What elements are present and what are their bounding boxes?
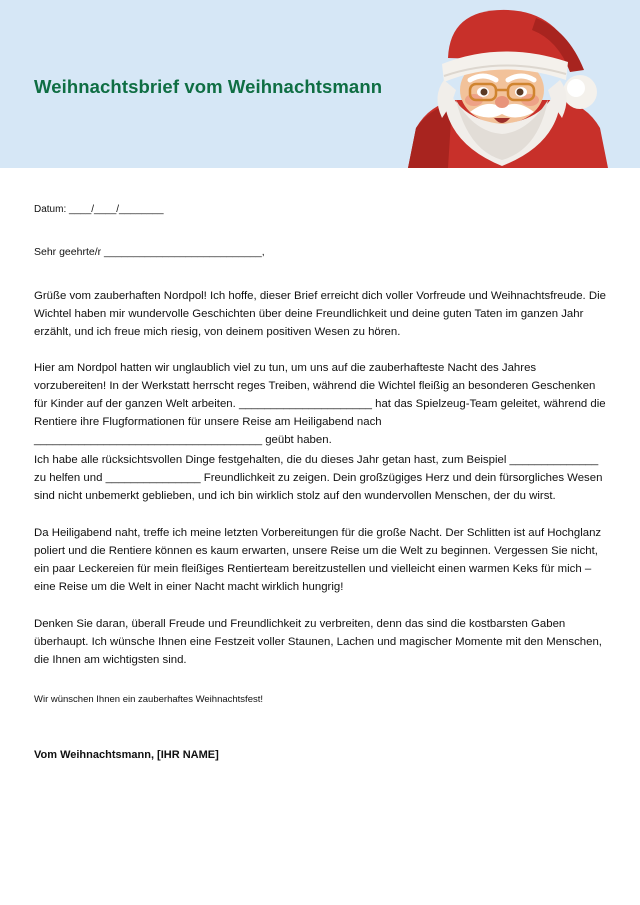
letter-paragraph: Da Heiligabend naht, treffe ich meine letzten Vorbereitungen für die große Nacht. Der Schlitten ist auf Hochglanz poliert und die Rentiere können es kaum erwarten, unsere Reise um die Welt zu beginnen. Vergessen Sie nicht, ein paar Leckereien für mein fleißiges Rentierteam bereitzustellen und vielleicht einen warmen Keks für mich – eine Reise um die Welt in einer Nacht macht wirklich hungrig! [34,527,602,593]
letter-paragraph: Hier am Nordpol hatten wir unglaublich viel zu tun, um uns auf die zauberhafteste Nacht des Jahres vorzubereiten! In der Werkstatt herrscht reges Treiben, während die Wichtel fleißig an besonderen Geschenken für Kinder auf der ganzen Welt arbeiten. _____________________ hat das Spielzeug-Team geleitet, während die Rentiere ihre Flugformationen für unsere Reise am Heiligabend nach ____________________________________ geübt haben. [34,362,606,446]
closing-line: Wir wünschen Ihnen ein zauberhaftes Weihnachtsfest! [34,694,264,705]
page-title: Weihnachtsbrief vom Weihnachtsmann [34,76,383,97]
date-line: Datum: ____/____/________ [34,204,164,215]
letter-paragraph: Grüße vom zauberhaften Nordpol! Ich hoffe, dieser Brief erreicht dich voller Vorfreude und Weihnachtsfreude. Die Wichtel haben mir wundervolle Geschichten über deine Freundlichkeit und deine guten Taten im ganzen Jahr erzählt, und ich freue mich riesig, von deinem positiven Wesen zu hören. [34,290,606,338]
santa-claus-illustration [408,0,608,168]
signature-line: Vom Weihnachtsmann, [IHR NAME] [34,749,219,761]
salutation-line: Sehr geehrte/r ___________________________, [34,246,265,258]
letter-paragraph: Ich habe alle rücksichtsvollen Dinge festgehalten, die du dieses Jahr getan hast, zum Beispiel ______________ zu helfen und _______________ Freundlichkeit zu zeigen. Dein großzügiges Herz und dein fürsorgliches Wesen sind nicht unbemerkt geblieben, und ich bin wirklich stolz auf den wundervollen Menschen, der du wirst. [34,454,603,502]
header-banner [0,0,640,168]
letter-paragraph: Denken Sie daran, überall Freude und Freundlichkeit zu verbreiten, denn das sind die kostbarsten Gaben überhaupt. Ich wünsche Ihnen eine Festzeit voller Staunen, Lachen und magischer Momente mit den Menschen, die Ihnen am wichtigsten sind. [34,618,602,666]
